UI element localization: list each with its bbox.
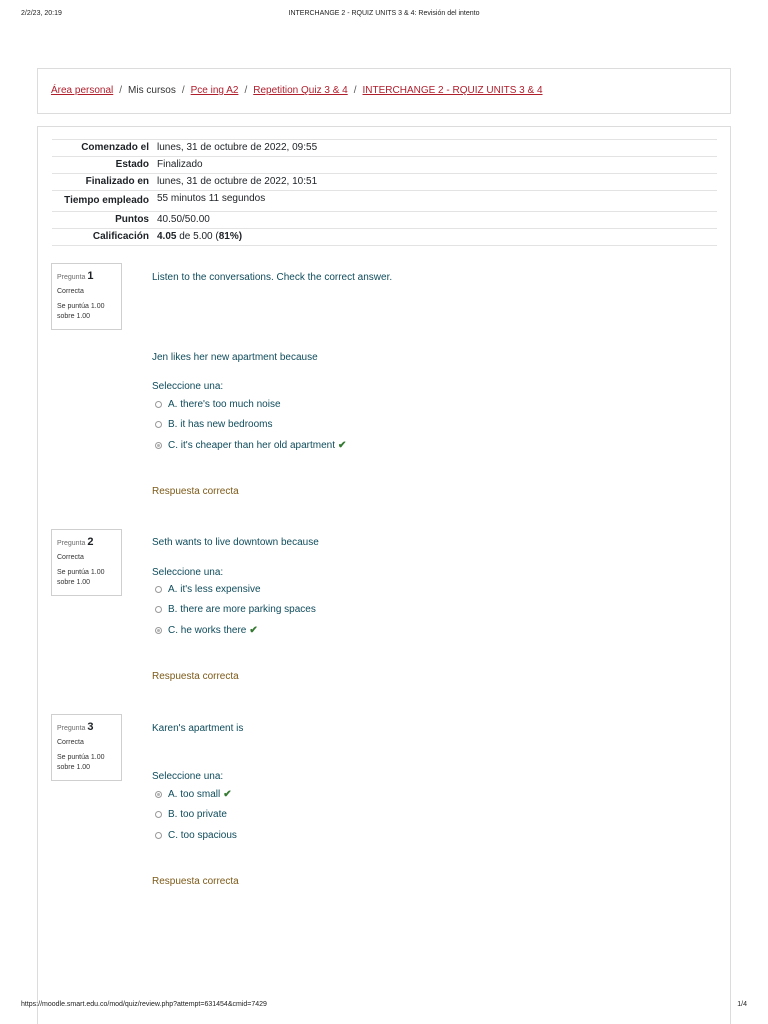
summary-value: 55 minutos 11 segundos [153, 191, 717, 212]
answer-option [155, 830, 237, 841]
grade-percent-close: %) [229, 231, 243, 242]
summary-label: Finalizado en [52, 174, 153, 191]
radio-selected-icon [155, 442, 162, 449]
grade-percent: 81 [218, 231, 230, 242]
answer-label: B. too private [168, 809, 227, 820]
summary-value: lunes, 31 de octubre de 2022, 10:51 [153, 174, 717, 191]
summary-label: Comenzado el [52, 140, 153, 157]
print-page-number: 1/4 [737, 1001, 747, 1008]
radio-selected-icon [155, 791, 162, 798]
review-card [37, 126, 731, 1024]
question-label: Pregunta [57, 540, 86, 547]
check-icon: ✔ [338, 440, 347, 451]
question-info-3 [51, 714, 122, 781]
print-title: INTERCHANGE 2 - RQUIZ UNITS 3 & 4: Revisión del intento [288, 10, 480, 17]
radio-icon [155, 421, 162, 428]
question-feedback: Respuesta correcta [152, 876, 239, 887]
question-number: 1 [87, 270, 94, 282]
answer-prompt: Seleccione una: [152, 771, 224, 782]
radio-icon [155, 401, 162, 408]
question-feedback: Respuesta correcta [152, 486, 239, 497]
attempt-summary-table [52, 139, 717, 246]
check-icon: ✔ [223, 789, 232, 800]
answer-option [155, 789, 232, 800]
answer-option [155, 440, 346, 451]
summary-grade-value [153, 229, 717, 246]
question-state: Correcta [57, 287, 84, 295]
question-text: Seth wants to live downtown because [152, 537, 319, 548]
print-date: 2/2/23, 20:19 [21, 10, 62, 17]
breadcrumb [51, 85, 543, 96]
answer-option [155, 399, 281, 410]
radio-icon [155, 832, 162, 839]
summary-row [52, 229, 717, 246]
question-info-2 [51, 529, 122, 596]
question-grade: Se puntúa 1.00 [57, 569, 105, 577]
radio-selected-icon [155, 627, 162, 634]
print-header [21, 10, 747, 22]
radio-icon [155, 606, 162, 613]
answer-label: C. he works there [168, 625, 247, 636]
breadcrumb-separator: / [353, 85, 357, 96]
grade-score: 4.05 [157, 231, 177, 242]
answer-option [155, 625, 258, 636]
radio-icon [155, 811, 162, 818]
answer-option [155, 584, 261, 595]
question-label: Pregunta [57, 725, 86, 732]
summary-value: lunes, 31 de octubre de 2022, 09:55 [153, 140, 717, 157]
answer-label: B. there are more parking spaces [168, 604, 316, 615]
question-grade-max: sobre 1.00 [57, 312, 91, 320]
answer-label: A. too small [168, 789, 221, 800]
answer-label: A. there's too much noise [168, 399, 281, 410]
question-state: Correcta [57, 738, 84, 746]
summary-row [52, 191, 717, 212]
breadcrumb-course[interactable]: Pce ing A2 [190, 85, 239, 96]
answer-label: A. it's less expensive [168, 584, 261, 595]
summary-label: Tiempo empleado [52, 191, 153, 212]
radio-icon [155, 586, 162, 593]
question-grade: Se puntúa 1.00 [57, 754, 105, 762]
summary-label: Puntos [52, 212, 153, 229]
breadcrumb-mis-cursos: Mis cursos [128, 85, 176, 96]
summary-value: Finalizado [153, 157, 717, 174]
summary-value: 40.50/50.00 [153, 212, 717, 229]
answer-label: C. it's cheaper than her old apartment [168, 440, 336, 451]
breadcrumb-quiz[interactable]: INTERCHANGE 2 - RQUIZ UNITS 3 & 4 [362, 85, 543, 96]
summary-label: Estado [52, 157, 153, 174]
breadcrumb-area-personal[interactable]: Área personal [51, 85, 114, 96]
breadcrumb-section[interactable]: Repetition Quiz 3 & 4 [253, 85, 348, 96]
question-feedback: Respuesta correcta [152, 671, 239, 682]
summary-row [52, 157, 717, 174]
question-instruction: Listen to the conversations. Check the correct answer. [152, 272, 393, 283]
question-number: 2 [87, 536, 94, 548]
breadcrumb-separator: / [244, 85, 248, 96]
question-text: Karen's apartment is [152, 723, 244, 734]
answer-option [155, 419, 273, 430]
answer-label: B. it has new bedrooms [168, 419, 273, 430]
breadcrumb-card [37, 68, 731, 114]
question-state: Correcta [57, 553, 84, 561]
breadcrumb-separator: / [119, 85, 123, 96]
print-footer [21, 1001, 747, 1013]
breadcrumb-separator: / [181, 85, 185, 96]
summary-row [52, 140, 717, 157]
question-info-1 [51, 263, 122, 330]
print-url: https://moodle.smart.edu.co/mod/quiz/review.php?attempt=631454&cmid=7429 [21, 1001, 267, 1008]
question-grade: Se puntúa 1.00 [57, 303, 105, 311]
question-label: Pregunta [57, 274, 86, 281]
summary-row [52, 174, 717, 191]
grade-out-of: de 5.00 ( [176, 231, 219, 242]
question-grade-max: sobre 1.00 [57, 578, 91, 586]
answer-option [155, 604, 316, 615]
question-text: Jen likes her new apartment because [152, 352, 318, 363]
answer-option [155, 809, 227, 820]
question-number: 3 [87, 721, 94, 733]
summary-label: Calificación [52, 229, 153, 246]
answer-prompt: Seleccione una: [152, 567, 224, 578]
check-icon: ✔ [249, 625, 258, 636]
answer-label: C. too spacious [168, 830, 237, 841]
question-grade-max: sobre 1.00 [57, 763, 91, 771]
answer-prompt: Seleccione una: [152, 381, 224, 392]
summary-row [52, 212, 717, 229]
